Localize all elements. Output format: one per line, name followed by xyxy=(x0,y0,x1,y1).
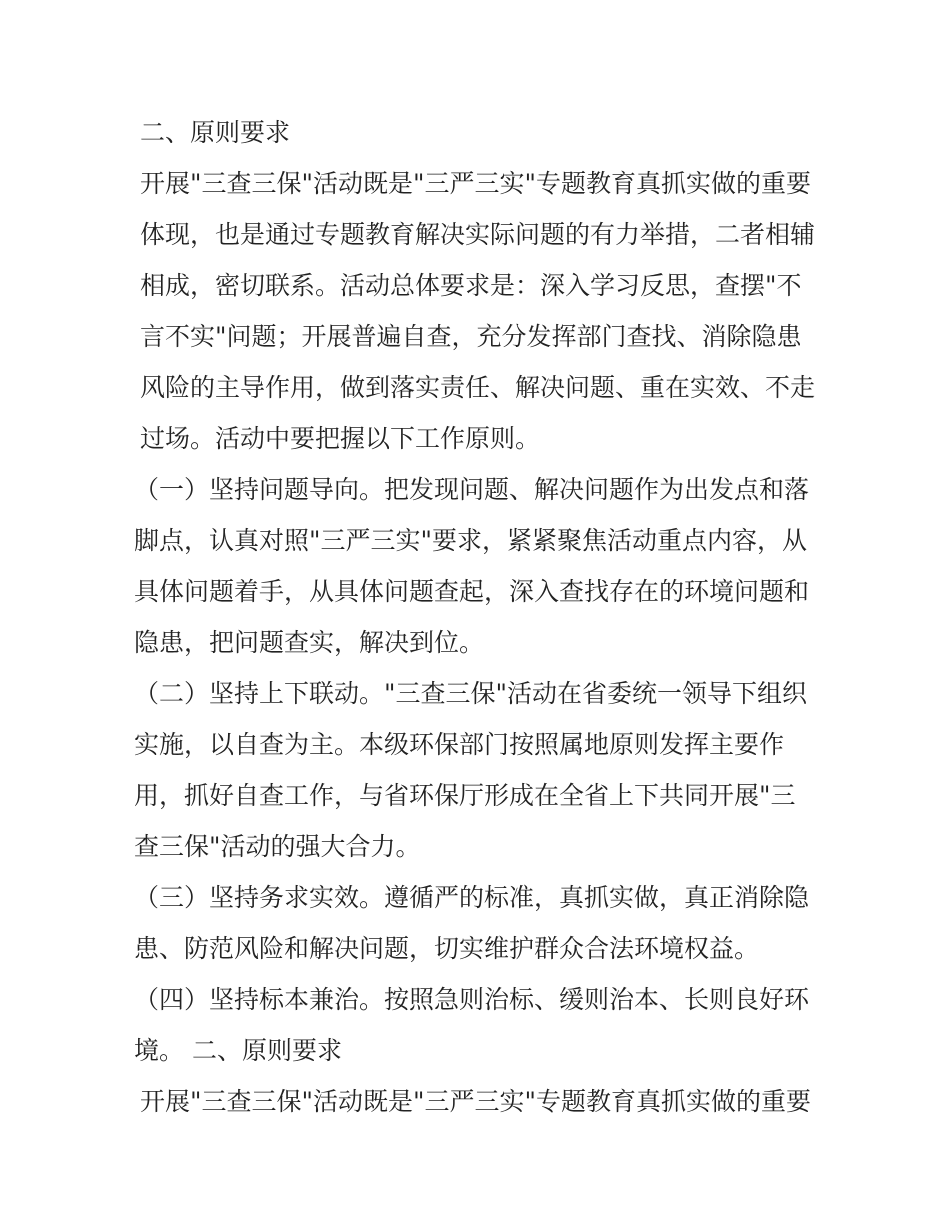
intro-paragraph: 开展"三查三保"活动既是"三严三实"专题教育真抓实做的重要 体现，也是通过专题教育解决实际问题的有力举措，二者相辅 相成，密切联系。活动总体要求是：深入学习反思，查摆"不 言不实"问题；开展普遍自查，充分发挥部门查找、消除隐患 风险的主导作用，做到落实责任、解决问题、重在实效、不走 过场。活动中要把握以下工作原则。 xyxy=(140,169,816,453)
principle-paragraph-4: （四）坚持标本兼治。按照急则治标、缓则治本、长则良好环 境。 二、原则要求 xyxy=(134,985,810,1065)
principle-paragraph-3: （三）坚持务求实效。遵循严的标准，真抓实做，真正消除隐 患、防范风险和解决问题，切实维护群众合法环境权益。 xyxy=(134,883,810,963)
principle-paragraph-1: （一）坚持问题导向。把发现问题、解决问题作为出发点和落 脚点，认真对照"三严三实"要求，紧紧聚焦活动重点内容，从 具体问题着手，从具体问题查起，深入查找存在的环境问题和 隐患，把问题查实，解决到位。 xyxy=(134,475,810,657)
principle-paragraph-2: （二）坚持上下联动。"三查三保"活动在省委统一领导下组织 实施，以自查为主。本级环保部门按照属地原则发挥主要作 用，抓好自查工作，与省环保厅形成在全省上下共同开展"三 查三保"活动的强大合力。 xyxy=(134,679,808,861)
section-heading: 二、原则要求 xyxy=(140,118,291,147)
intro-paragraph-repeat: 开展"三查三保"活动既是"三严三实"专题教育真抓实做的重要 xyxy=(140,1087,811,1116)
document-body xyxy=(134,107,816,1127)
